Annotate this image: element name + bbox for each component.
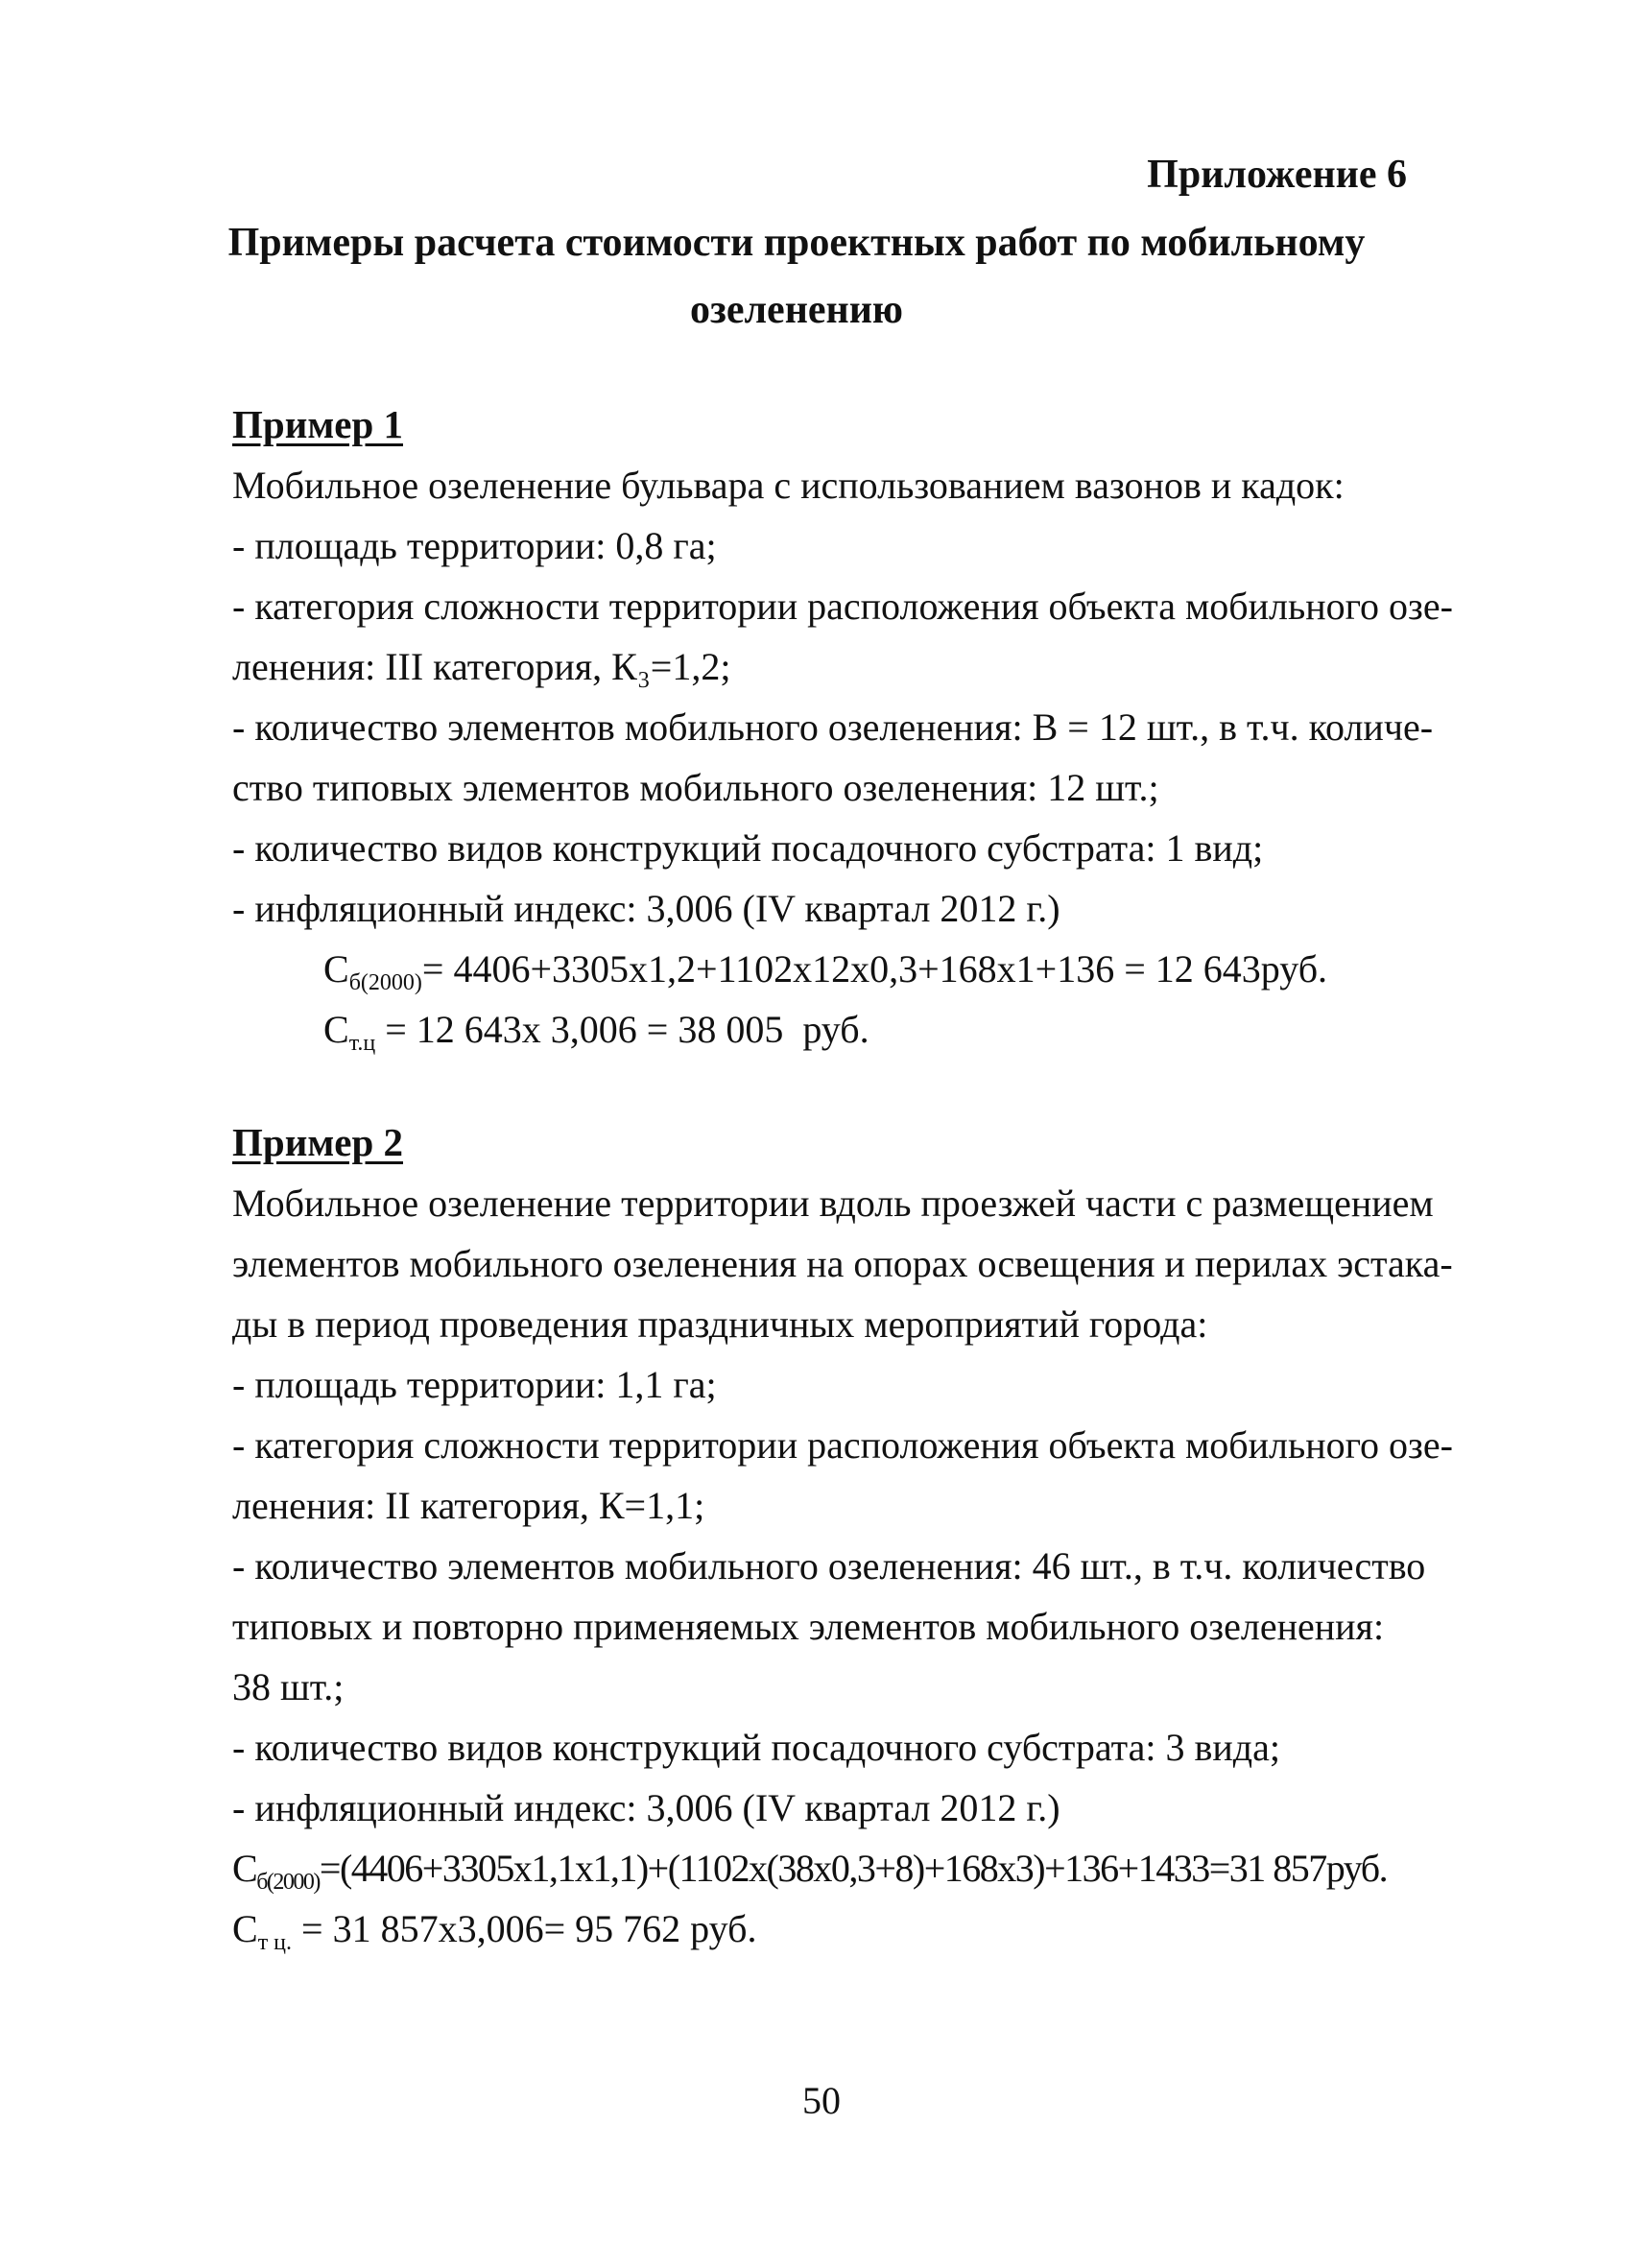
example-2-formula-base-cost: $С_{б(2000)}=(4406+3305х1,1х1,1)+(1102х(38х0,3+8)+168х3)+136+1433=31$ 857руб. [232, 1847, 1388, 1895]
example-2-intro-line-2: элементов мобильного озеленения на опорах освещения и перилах эстака- [232, 1242, 1453, 1285]
example-1-formula-current-cost: $С_{т.ц} = 12$ 643х 3,006 = 38 005 руб. [323, 1008, 869, 1056]
example-2-category-line-2: ленения: II категория, К=1,1; [232, 1484, 705, 1527]
example-1-category-line-1: - категория сложности территории расположения объекта мобильного озе- [232, 585, 1453, 628]
example-1-elements-line-1: - количество элементов мобильного озеленения: В = 12 шт., в т.ч. количе- [232, 705, 1434, 749]
example-1-kinds: - количество видов конструкций посадочного субстрата: 1 вид; [232, 826, 1264, 870]
example-1-elements-line-2: ство типовых элементов мобильного озеленения: 12 шт.; [232, 766, 1159, 809]
example-1-area: - площадь территории: 0,8 га; [232, 524, 717, 567]
example-2-formula-current-cost: $С_{т ц.} = 31$ 857х3,006= 95 762 руб. [232, 1907, 757, 1955]
example-2-elements-line-1: - количество элементов мобильного озеленения: 46 шт., в т.ч. количество [232, 1544, 1426, 1588]
example-2-section [232, 1111, 1453, 1959]
example-2-kinds: - количество видов конструкций посадочного субстрата: 3 вида; [232, 1726, 1280, 1769]
example-2-elements-line-3: 38 шт.; [232, 1665, 345, 1708]
example-1-category-line-2: ленения: III категория, К₃=1,2; [232, 645, 731, 688]
page-number: 50 [802, 2079, 841, 2122]
example-1-inflation: - инфляционный индекс: 3,006 (IV квартал 2012 г.) [232, 887, 1060, 930]
page-title-line-2: озеленению [689, 288, 904, 332]
example-2-intro-line-1: Мобильное озеленение территории вдоль проезжей части с размещением [232, 1182, 1434, 1225]
example-1-intro: Мобильное озеленение бульвара с использованием вазонов и кадок: [232, 464, 1345, 507]
example-2-elements-line-2: типовых и повторно применяемых элементов мобильного озеленения: [232, 1605, 1385, 1648]
example-1-heading: Пример 1 [232, 402, 403, 446]
example-1-section [232, 394, 1453, 1060]
example-2-inflation: - инфляционный индекс: 3,006 (IV квартал 2012 г.) [232, 1786, 1060, 1829]
appendix-label: Приложение 6 [1147, 153, 1407, 197]
page-title-line-1: Примеры расчета стоимости проектных работ по мобильному [227, 221, 1366, 265]
example-2-category-line-1: - категория сложности территории расположения объекта мобильного озе- [232, 1423, 1453, 1467]
example-1-formula-base-cost: $С_{б(2000)}= 4406+3305х1,2+1102х12х0,3+168х1+136 = 12$ 643руб. [323, 947, 1328, 995]
example-2-area: - площадь территории: 1,1 га; [232, 1363, 717, 1406]
example-2-heading: Пример 2 [232, 1120, 403, 1164]
example-2-intro-line-3: ды в период проведения праздничных мероприятий города: [232, 1302, 1208, 1346]
page-title [192, 209, 1401, 344]
